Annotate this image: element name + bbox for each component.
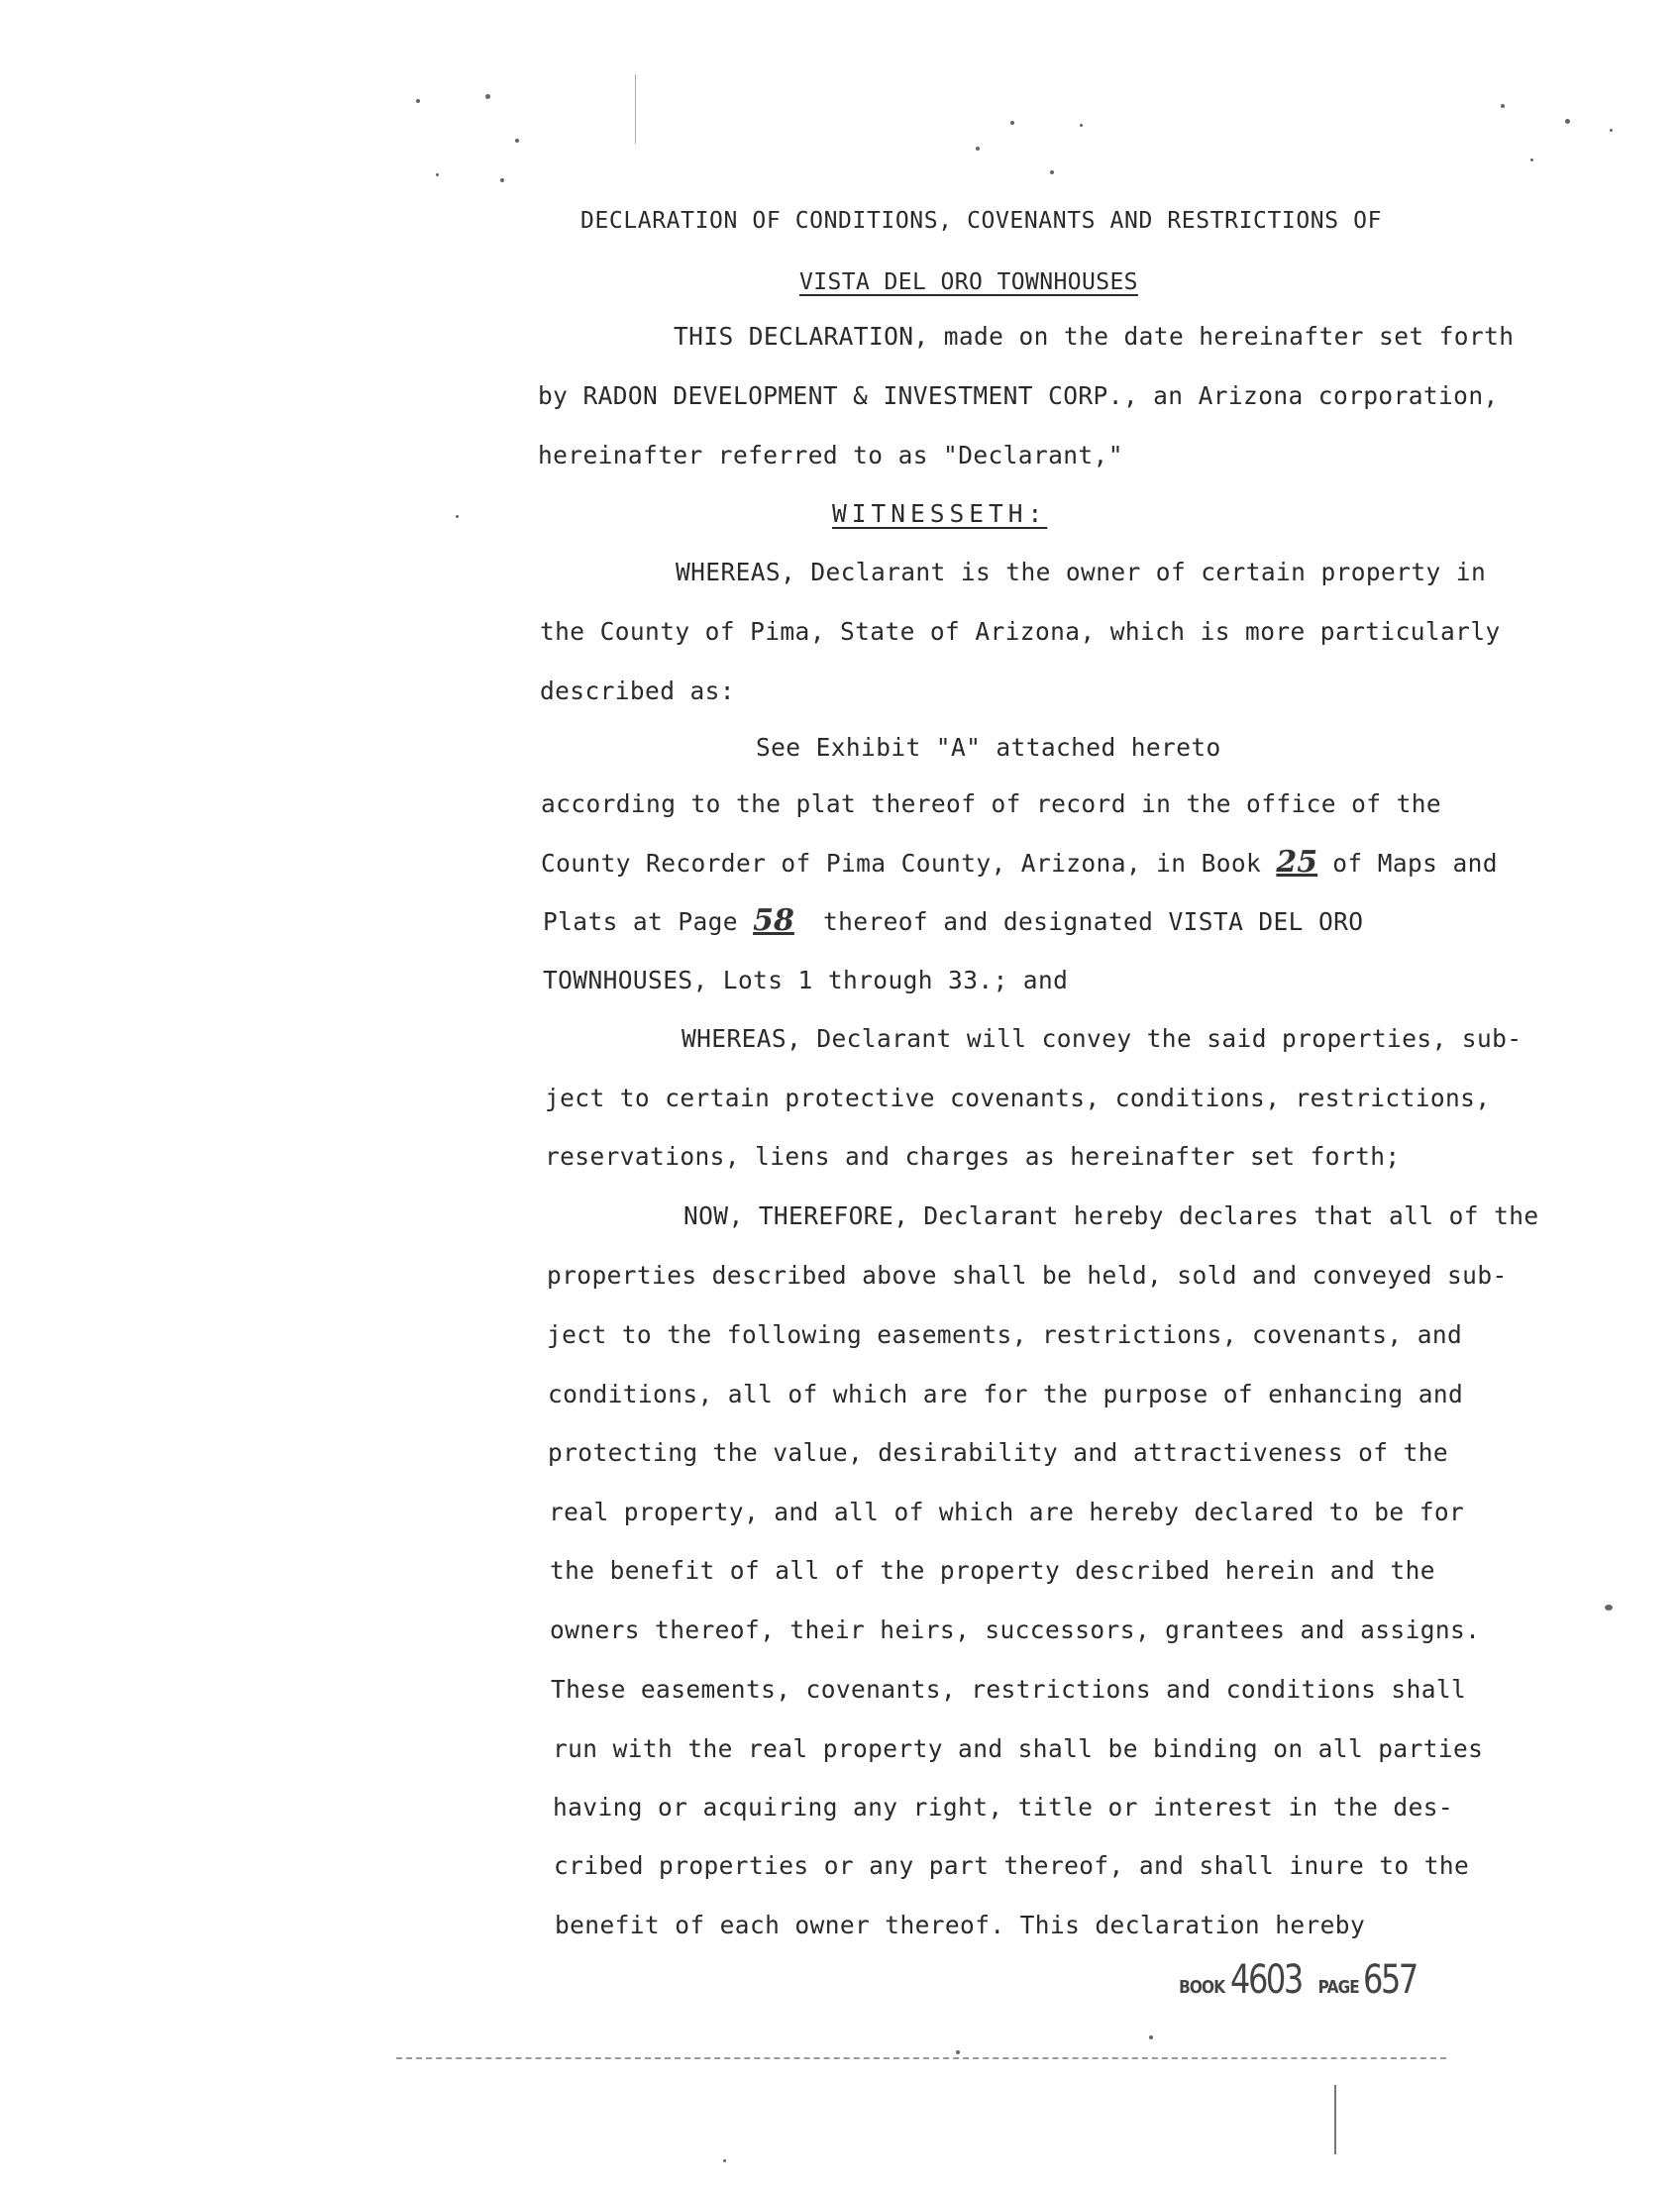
scan-speck [1605,1605,1613,1611]
paragraph-line: NOW, THEREFORE, Declarant hereby declares that all of the [683,1201,1539,1230]
plat-line-text: thereof and designated VISTA DEL ORO [823,907,1364,936]
scan-speck [500,178,504,182]
scan-speck [1610,129,1613,132]
stamp-page-label: PAGE [1317,1977,1360,1998]
scan-speck [723,2159,726,2162]
scan-speck [456,515,459,518]
stamp-book-label: BOOK [1179,1977,1225,1998]
plat-line-text: Plats at Page [543,907,738,936]
exhibit-reference: See Exhibit "A" attached hereto [756,733,1221,762]
witnesseth-heading: WITNESSETH: [832,499,1048,528]
paragraph-line: having or acquiring any right, title or interest in the des- [553,1793,1454,1822]
scan-speck [436,173,439,176]
stamp-page-number: 657 [1362,1957,1417,2003]
scan-speck [956,2050,960,2054]
document-title-line-2: VISTA DEL ORO TOWNHOUSES [799,269,1138,295]
scan-speck [1501,104,1505,108]
paragraph-line: WHEREAS, Declarant will convey the said properties, sub- [682,1024,1522,1053]
scan-speck [1050,170,1054,174]
paragraph-line: THIS DECLARATION, made on the date hereinafter set forth [674,322,1515,351]
paragraph-line: described as: [540,677,735,705]
scan-mark [1334,2085,1336,2154]
plat-line-text: County Recorder of Pima County, Arizona, in Book [541,849,1262,878]
paragraph-line: the benefit of all of the property described herein and the [550,1556,1435,1585]
stamp-book-number: 4603 [1230,1957,1303,2003]
paragraph-line: ject to certain protective covenants, conditions, restrictions, [545,1084,1491,1112]
scan-mark [635,74,636,144]
paragraph-line: cribed properties or any part thereof, and shall inure to the [554,1851,1470,1880]
paragraph-line [541,845,1498,880]
scan-speck [1149,2035,1153,2039]
paragraph-line: reservations, liens and charges as hereinafter set forth; [545,1142,1401,1171]
paragraph-line: conditions, all of which are for the purpose of enhancing and [548,1380,1464,1408]
footer-rule [396,2057,1446,2059]
paragraph-line: according to the plat thereof of record in the office of the [541,789,1442,818]
paragraph-line: These easements, covenants, restrictions and conditions shall [551,1675,1467,1704]
scan-speck [515,139,519,143]
paragraph-line: real property, and all of which are hereby declared to be for [549,1498,1465,1526]
paragraph-line: properties described above shall be held, sold and conveyed sub- [547,1261,1508,1290]
paragraph-line: TOWNHOUSES, Lots 1 through 33.; and [543,966,1069,994]
paragraph-line: ject to the following easements, restrictions, covenants, and [547,1320,1463,1349]
handwritten-page-number: 58 [753,903,794,938]
scan-speck [485,94,490,99]
scan-speck [976,147,980,151]
paragraph-line: run with the real property and shall be binding on all parties [553,1734,1484,1763]
document-title-line-1: DECLARATION OF CONDITIONS, COVENANTS AND RESTRICTIONS OF [580,208,1383,234]
handwritten-book-number: 25 [1276,845,1318,880]
recording-stamp [1175,1957,1429,2003]
plat-line-text: of Maps and [1332,849,1498,878]
scan-speck [1080,124,1083,127]
paragraph-line [543,903,1364,938]
scan-speck [1010,121,1014,125]
paragraph-line: hereinafter referred to as "Declarant," [538,441,1123,469]
scan-speck [416,99,420,103]
paragraph-line: the County of Pima, State of Arizona, which is more particularly [540,617,1501,646]
paragraph-line: protecting the value, desirability and attractiveness of the [548,1438,1449,1467]
paragraph-line: benefit of each owner thereof. This declaration hereby [555,1911,1366,1939]
scan-speck [1565,119,1570,124]
paragraph-line: owners thereof, their heirs, successors, grantees and assigns. [550,1615,1481,1644]
paragraph-line: by RADON DEVELOPMENT & INVESTMENT CORP., an Arizona corporation, [538,381,1499,410]
scan-speck [1530,158,1533,161]
paragraph-line: WHEREAS, Declarant is the owner of certain property in [676,558,1487,586]
